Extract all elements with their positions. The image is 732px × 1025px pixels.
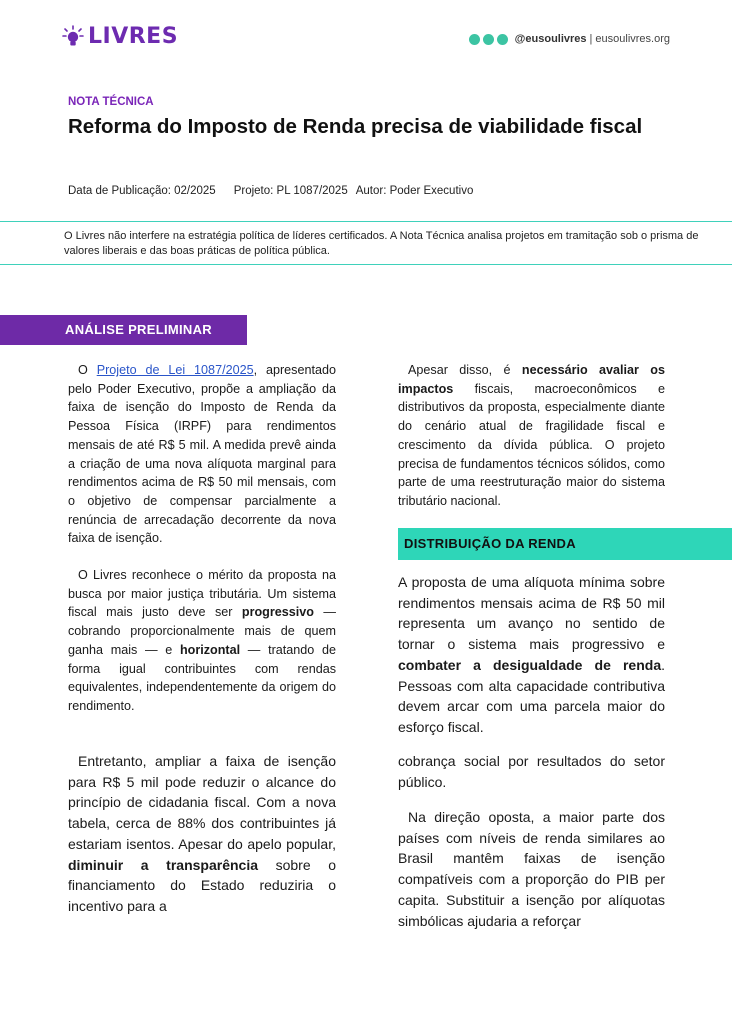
instagram-icon[interactable] xyxy=(483,34,494,45)
lightbulb-icon xyxy=(62,25,84,49)
author: Autor: Poder Executivo xyxy=(355,185,474,197)
divider-top xyxy=(0,221,732,222)
social-handle[interactable]: @eusoulivres xyxy=(514,33,587,45)
separator: | xyxy=(589,33,593,45)
right-paragraph-3: cobrança social por resultados do setor público. xyxy=(398,753,665,790)
section-header-analise: ANÁLISE PRELIMINAR xyxy=(0,315,247,345)
right-paragraph-2: A proposta de uma alíquota mínima sobre rendimentos mensais acima de R$ 50 mil representa um avanço no sentido de tornar o sistema mais progressivo e combater a desigualdade de renda. Pessoas com alta capacidade contributiva devem arcar com uma parcela maior do esforço fiscal. xyxy=(398,574,665,735)
podcast-icon[interactable] xyxy=(469,34,480,45)
doc-title: Reforma do Imposto de Renda precisa de viabilidade fiscal xyxy=(68,115,643,138)
x-icon[interactable] xyxy=(497,34,508,45)
project-ref: Projeto: PL 1087/2025 xyxy=(233,185,348,197)
section-header-distribuicao: DISTRIBUIÇÃO DA RENDA xyxy=(398,528,732,560)
doc-kicker: NOTA TÉCNICA xyxy=(68,96,154,108)
site-link[interactable]: eusoulivres.org xyxy=(595,33,670,45)
right-paragraph-1: Apesar disso, é necessário avaliar os impactos fiscais, macroeconômicos e distributivos da proposta, especialmente diante do cenário atual de fragilidade fiscal e crescimento da dívida pública. O projeto precisa de fundamentos técnicos sólidos, como parte de uma reestruturação maior do sistema tributário nacional. xyxy=(398,363,666,508)
social-links xyxy=(469,33,670,45)
divider-bottom xyxy=(0,264,732,265)
publication-date: Data de Publicação: 02/2025 xyxy=(68,185,216,197)
livres-logo[interactable] xyxy=(62,24,178,49)
right-paragraph-4: Na direção oposta, a maior parte dos países com níveis de renda similares ao Brasil mantêm faixas de isenção compatíveis com a proporção do PIB per capita. Substituir a isenção por alíquotas simbólicas ajudaria a reforçar xyxy=(398,809,665,929)
disclaimer: O Livres não interfere na estratégia política de líderes certificados. A Nota Técnica analisa projetos em tramitação sob o prisma de valores liberais e das boas práticas de política pública. xyxy=(64,230,699,257)
left-paragraph-2: O Livres reconhece o mérito da proposta na busca por maior justiça tributária. Um sistema fiscal mais justo deve ser progressivo — cobrando proporcionalmente mais de quem ganha mais — e horizontal — tratando de forma igual contribuintes com rendas equivalentes, independentemente da origem do rendimento. xyxy=(68,568,336,713)
pl-link[interactable]: Projeto de Lei 1087/2025 xyxy=(96,363,254,377)
left-paragraph-3: Entretanto, ampliar a faixa de isenção para R$ 5 mil pode reduzir o alcance do princípio de cidadania fiscal. Com a nova tabela, cerca de 88% dos contribuintes já estariam isentos. Apesar do apelo popular, diminuir a transparência sobre o financiamento do Estado reduziria o incentivo para a xyxy=(68,753,336,914)
doc-meta xyxy=(68,185,473,197)
left-paragraph-1: O Projeto de Lei 1087/2025, apresentado pelo Poder Executivo, propõe a ampliação da faixa de isenção do Imposto de Renda da Pessoa Física (IRPF) para rendimentos mensais de até R$ 5 mil. A medida prevê ainda a criação de uma nova alíquota marginal para rendimentos acima de R$ 50 mil mensais, com o objetivo de compensar parcialmente a renúncia de arrecadação decorrente da nova faixa de isenção. xyxy=(68,363,336,546)
logo-text: LIVRES xyxy=(88,24,179,49)
